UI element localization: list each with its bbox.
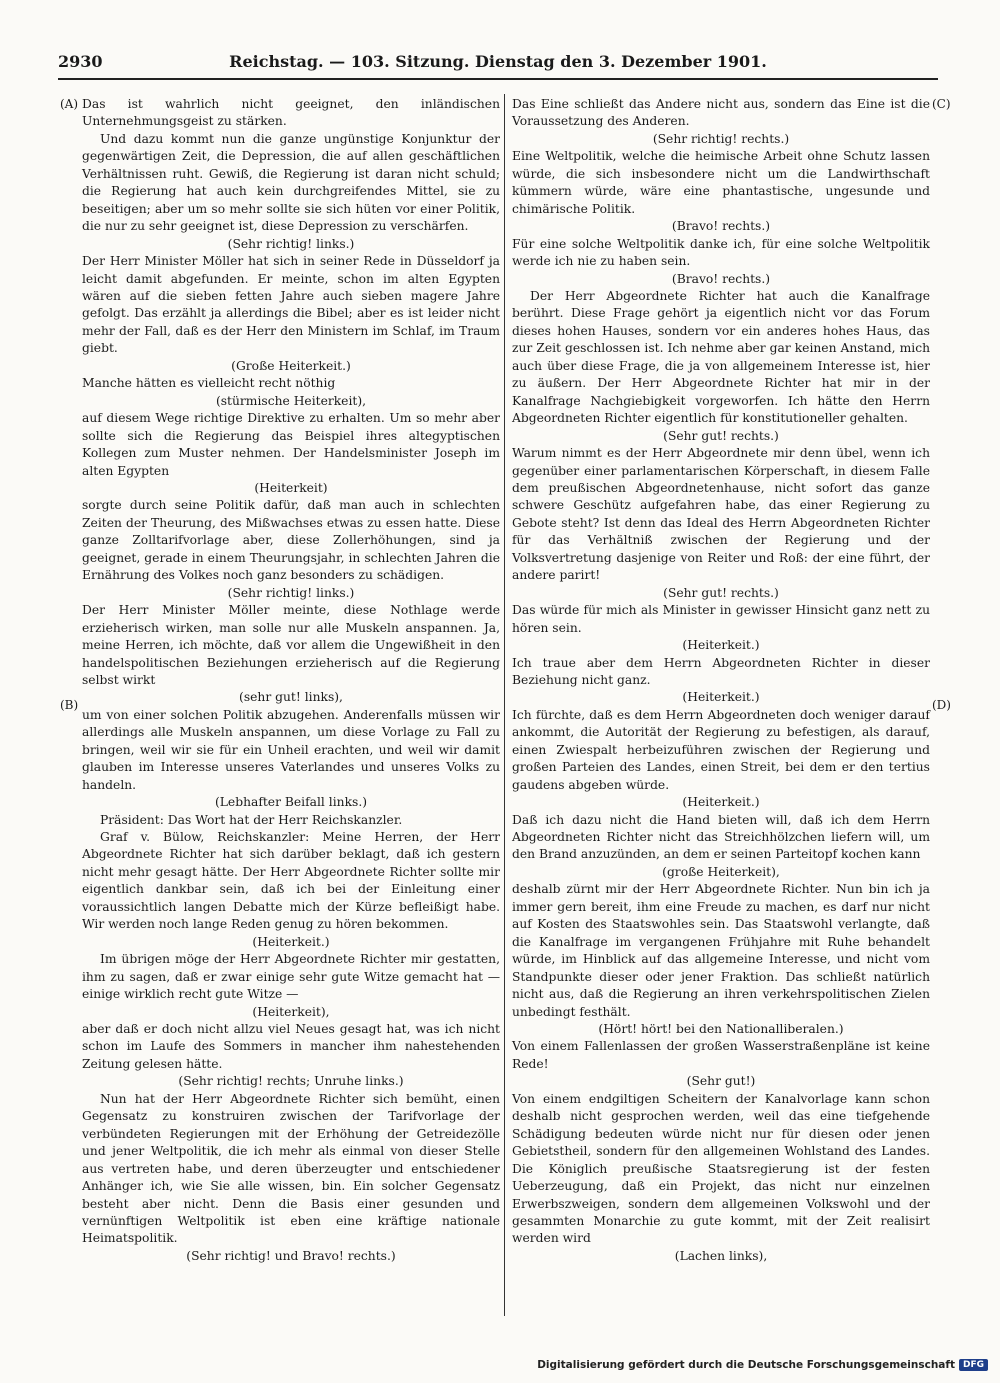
interjection: (Hört! hört! bei den Nationalliberalen.) xyxy=(598,1022,844,1037)
paragraph: Das ist wahrlich nicht geeignet, den inländischen Unternehmungsgeist zu stärken. xyxy=(82,97,500,129)
column-divider xyxy=(504,94,505,1316)
margin-marker-d: (D) xyxy=(932,698,951,712)
interjection: (Lebhafter Beifall links.) xyxy=(214,795,368,810)
dfg-logo: DFG xyxy=(959,1359,988,1371)
paragraph: aber daß er doch nicht allzu viel Neues gesagt hat, was ich nicht schon im Laufe des Sommers in mancher ihm nahestehenden Zeitung gelesen hätte. xyxy=(82,1022,500,1071)
paragraph: Für eine solche Weltpolitik danke ich, für eine solche Weltpolitik werde ich nie zu haben sein. xyxy=(512,236,930,269)
header-rule xyxy=(58,78,938,80)
interjection: (Heiterkeit.) xyxy=(252,934,330,949)
paragraph: Von einem endgiltigen Scheitern der Kanalvorlage kann schon deshalb nicht gesprochen werden, weil das eine tiefgehende Schädigung bedeuten würde nicht nur für diesen oder jenen Gebietstheil, sondern für den allgemeinen Wohlstand des Landes. Die Königlich preußische Staatsregierung ist der festen Ueberzeugung, daß ein Projekt, das nicht nur einzelnen Erwerbszweigen, sondern dem allgemeinen Volkswohl und der gesammten Monarchie zu gute kommt, mit der Zeit realisirt werden wird xyxy=(512,1091,930,1246)
paragraph: Von einem Fallenlassen der großen Wasserstraßenpläne ist keine Rede! xyxy=(512,1039,930,1071)
right-column xyxy=(512,96,930,1265)
paragraph: Der Herr Minister Möller hat sich in seiner Rede in Düsseldorf ja leicht damit abgefunden. Er meinte, schon im alten Egypten wären auf die sieben fetten Jahre auch sieben magere Jahre gefolgt. Das erzählt ja allerdings die Bibel; aber es ist leider nicht mehr der Fall, daß es der Herr den Ministern im Schlaf, im Traum giebt. xyxy=(82,254,500,356)
interjection: (Sehr gut!) xyxy=(686,1074,756,1089)
page-number: 2930 xyxy=(58,52,103,71)
paragraph: Das Eine schließt das Andere nicht aus, sondern das Eine ist die Voraussetzung des Anderen. xyxy=(512,97,930,129)
paragraph: deshalb zürnt mir der Herr Abgeordnete Richter. Nun bin ich ja immer gern bereit, ihm eine Freude zu machen, es darf nur nicht auf Kosten des Staatswohles sein. Das Staatswohl verlangte, daß die Kanalfrage im vergangenen Frühjahre mit Ruhe behandelt würde, im Hinblick auf das allgemeine Interesse, und nicht vom Standpunkte dieser oder jener Fraktion. Das schließt natürlich nicht aus, daß die Regierung an ihren verkehrspolitischen Zielen unbedingt festhält. xyxy=(512,882,930,1019)
interjection: (Große Heiterkeit.) xyxy=(231,358,351,373)
interjection: (Heiterkeit.) xyxy=(682,638,760,653)
paragraph: Daß ich dazu nicht die Hand bieten will, daß ich dem Herrn Abgeordneten Richter nicht das Streichhölzchen liefern will, um den Brand anzuzünden, an dem er seinen Parteitopf kochen kann xyxy=(512,812,930,862)
interjection: (Sehr gut! rechts.) xyxy=(663,428,779,443)
interjection: (Sehr richtig! und Bravo! rechts.) xyxy=(186,1248,396,1263)
footer-text: Digitalisierung gefördert durch die Deutsche Forschungsgemeinschaft xyxy=(537,1359,955,1371)
interjection: (Heiterkeit) xyxy=(254,480,328,495)
interjection: (Bravo! rechts.) xyxy=(671,219,771,234)
footer xyxy=(537,1359,988,1371)
paragraph: Nun hat der Herr Abgeordnete Richter sich bemüht, einen Gegensatz zu konstruiren zwischen der Tarifvorlage der verbündeten Regierungen mit der Erhöhung der Getreidezölle und jener Weltpolitik, die ich mehr als einmal von dieser Stelle aus vertreten habe, und deren überzeugter und entschiedener Anhänger ich, wie Sie alle wissen, bin. Ein solcher Gegensatz besteht aber nicht. Denn die Basis einer gesunden und vernünftigen Weltpolitik ist eben eine kräftige nationale Heimatspolitik. xyxy=(82,1091,500,1246)
paragraph: Graf v. Bülow, Reichskanzler: Meine Herren, der Herr Abgeordnete Richter hat sich darüber beklagt, daß ich gestern nicht mehr gesagt hätte. Der Herr Abgeordnete Richter sollte mir eigentlich dankbar sein, daß ich bei der Einleitung einer voraussichtlich langen Debatte mich der Kürze befleißigt habe. Wir werden noch lange Reden genug zu hören bekommen. xyxy=(82,830,500,932)
interjection: (Heiterkeit.) xyxy=(682,690,760,705)
interjection: (große Heiterkeit), xyxy=(662,864,780,879)
paragraph: Das würde für mich als Minister in gewisser Hinsicht ganz nett zu hören sein. xyxy=(512,603,930,635)
interjection: (Bravo! rechts.) xyxy=(671,271,771,286)
margin-marker-b: (B) xyxy=(60,698,79,712)
paragraph: Ich fürchte, daß es dem Herrn Abgeordneten doch weniger darauf ankommt, die Autorität der Regierung zu befestigen, als darauf, einen Zwiespalt herbeizuführen zwischen der Regierung und großen Parteien des Landes, einen Streit, bei dem er den tertius gaudens abgeben würde. xyxy=(512,707,930,792)
interjection: (Sehr gut! rechts.) xyxy=(663,585,779,600)
interjection: (stürmische Heiterkeit), xyxy=(215,393,367,408)
interjection: (Heiterkeit.) xyxy=(682,795,760,810)
paragraph: um von einer solchen Politik abzugehen. Anderenfalls müssen wir allerdings alle Muskeln anspannen, um diese Vorlage zu Fall zu bringen, weil wir sie für ein Unheil erachten, und weil wir damit glauben im Interesse unseres Vaterlandes und unseres Volks zu handeln. xyxy=(82,707,500,792)
interjection: (Lachen links), xyxy=(674,1248,768,1263)
paragraph: Der Herr Abgeordnete Richter hat auch die Kanalfrage berührt. Diese Frage gehört ja eigentlich nicht vor das Forum dieses hohen Hauses, sondern vor ein anderes hohes Haus, das zur Zeit geschlossen ist. Ich nehme aber gar keinen Anstand, mich auch über diese Frage, die ja von allgemeinem Interesse ist, hier zu äußern. Der Herr Abgeordnete Richter hat mir in der Kanalfrage Nachgiebigkeit vorgeworfen. Ich hätte den Herrn Abgeordneten Richter eigentlich für konstitutioneller gehalten. xyxy=(512,288,930,426)
left-column xyxy=(82,96,500,1265)
paragraph: Präsident: Das Wort hat der Herr Reichskanzler. xyxy=(100,812,403,827)
page-header xyxy=(58,48,938,78)
margin-marker-c: (C) xyxy=(932,97,951,111)
interjection: (Sehr richtig! rechts; Unruhe links.) xyxy=(178,1074,404,1089)
interjection: (Sehr richtig! links.) xyxy=(227,585,355,600)
paragraph: Manche hätten es vielleicht recht nöthig xyxy=(82,376,336,391)
paragraph: Und dazu kommt nun die ganze ungünstige Konjunktur der gegenwärtigen Zeit, die Depression, die auf allen geschäftlichen Verhältnissen ruht. Gewiß, die Regierung ist daran nicht schuld; die Regierung hat auch kein durchgreifendes Mittel, sie zu beseitigen; aber um so mehr sollte sie sich hüten vor einer Politik, die nur zu sehr geeignet ist, diese Depression zu verschärfen. xyxy=(82,131,500,234)
interjection: (Sehr richtig! rechts.) xyxy=(652,131,790,146)
paragraph: Ich traue aber dem Herrn Abgeordneten Richter in dieser Beziehung nicht ganz. xyxy=(512,655,930,687)
interjection: (Heiterkeit), xyxy=(252,1004,330,1019)
interjection: (sehr gut! links), xyxy=(239,690,343,705)
paragraph: Im übrigen möge der Herr Abgeordnete Richter mir gestatten, ihm zu sagen, daß er zwar einige sehr gute Witze gemacht hat — einige wirklich recht gute Witze — xyxy=(82,952,500,1002)
paragraph: Warum nimmt es der Herr Abgeordnete mir denn übel, wenn ich gegenüber einer parlamentarischen Körperschaft, in diesem Falle dem preußischen Abgeordnetenhause, nicht sofort das ganze schwere Geschütz aufgefahren habe, das einer Regierung zu Gebote steht? Ist denn das Ideal des Herrn Abgeordneten Richter für das Verhältniß zwischen der Regierung und der Volksvertretung dasjenige von Reiter und Roß: der eine führt, der andere parirt! xyxy=(512,446,930,583)
paragraph: Der Herr Minister Möller meinte, diese Nothlage werde erzieherisch wirken, man solle nur alle Muskeln anspannen. Ja, meine Herren, ich möchte, daß vor allem die Ungewißheit in den handelspolitischen Beziehungen erzieherisch auf die Regierung selbst wirkt xyxy=(82,603,500,687)
interjection: (Sehr richtig! links.) xyxy=(227,236,355,251)
paragraph: Eine Weltpolitik, welche die heimische Arbeit ohne Schutz lassen würde, die sich insbesondere nicht um die Landwirthschaft kümmern würde, wäre eine phantastische, ungesunde und chimärische Politik. xyxy=(512,149,930,216)
page-title: Reichstag. — 103. Sitzung. Dienstag den 3. Dezember 1901. xyxy=(229,52,767,71)
paragraph: sorgte durch seine Politik dafür, daß man auch in schlechten Zeiten der Theurung, des Mißwachses etwas zu essen hatte. Diese ganze Zolltarifvorlage aber, diese Zollerhöhungen, sind ja geeignet, gerade in einem Theurungsjahr, in schlechten Jahren die Ernährung des Volkes noch ganz besonders zu schädigen. xyxy=(82,498,500,583)
paragraph: auf diesem Wege richtige Direktive zu erhalten. Um so mehr aber sollte sich die Regierung das Beispiel ihres altegyptischen Kollegen zum Muster nehmen. Der Handelsminister Joseph im alten Egypten xyxy=(82,411,500,478)
margin-marker-a: (A) xyxy=(60,97,79,111)
